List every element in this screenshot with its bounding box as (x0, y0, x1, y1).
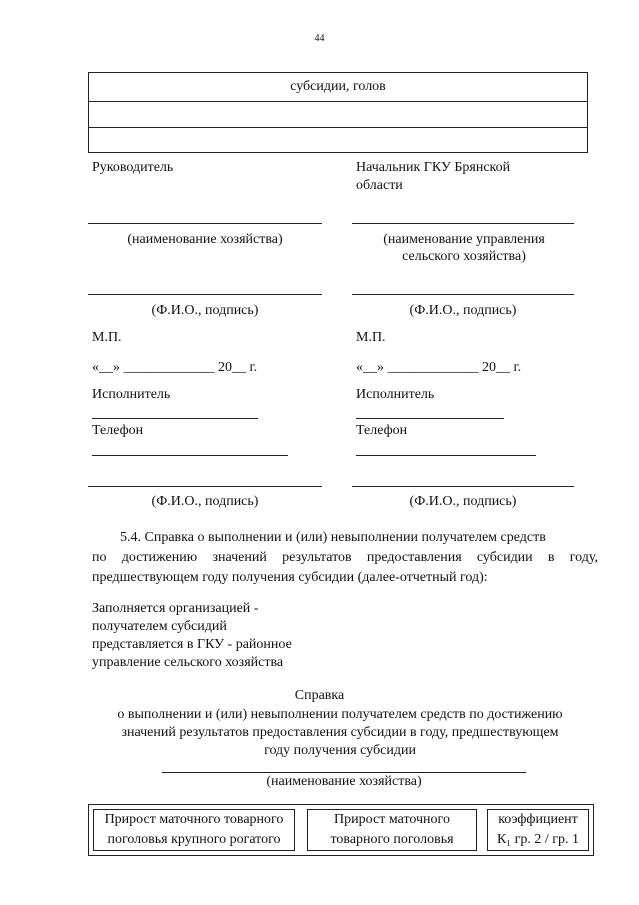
right-mp: М.П. (356, 330, 386, 345)
right-date-line: «__» _____________ 20__ г. (356, 360, 522, 375)
left-fio-line (88, 294, 322, 295)
indicator-col3-line2: К₁ гр. 2 / гр. 1 (496, 832, 580, 847)
right-phone-line (356, 455, 536, 456)
indicator-col2-line1: Прирост маточного (334, 812, 450, 827)
left-fio-caption: (Ф.И.О., подпись) (151, 303, 259, 318)
left-phone-line (92, 455, 288, 456)
right-heading-line1: Начальник ГКУ Брянской (356, 160, 511, 175)
section-line1: 5.4. Справка о выполнении и (или) невыполнении получателем средств (120, 530, 546, 545)
right-org-caption-line2: сельского хозяйства) (402, 249, 526, 264)
right-org-caption-line1: (наименование управления (383, 232, 545, 247)
right-fio-caption-2: (Ф.И.О., подпись) (409, 494, 517, 509)
certificate-line3: году получения субсидии (264, 743, 416, 758)
left-org-caption: (наименование хозяйства) (127, 232, 283, 247)
indicator-table (88, 804, 594, 856)
note-line4: управление сельского хозяйства (92, 655, 284, 670)
left-phone: Телефон (92, 423, 144, 438)
top-table-header: субсидии, голов (89, 73, 587, 102)
indicator-col1-header (93, 809, 295, 851)
certificate-org-line (162, 772, 526, 773)
left-fio-line-2 (88, 486, 322, 487)
right-fio-line (352, 294, 574, 295)
left-heading: Руководитель (92, 160, 174, 175)
indicator-col2-header (307, 809, 477, 851)
left-org-line (88, 223, 322, 224)
left-executor: Исполнитель (92, 387, 171, 402)
right-fio-caption: (Ф.И.О., подпись) (409, 303, 517, 318)
right-heading-line2: области (356, 178, 403, 193)
certificate-line2: значений результатов предоставления субсидии в году, предшествующем (121, 725, 559, 740)
left-date-line: «__» _____________ 20__ г. (92, 360, 258, 375)
left-fio-caption-2: (Ф.И.О., подпись) (151, 494, 259, 509)
indicator-col2-line2: товарного поголовья (330, 832, 454, 847)
right-executor-line (356, 418, 504, 419)
top-table (88, 72, 588, 153)
indicator-col1-line1: Прирост маточного товарного (104, 812, 284, 827)
left-executor-line (92, 418, 258, 419)
top-table-row (89, 101, 587, 128)
note-line1: Заполняется организацией - (92, 601, 259, 616)
right-fio-line-2 (352, 486, 574, 487)
note-line2: получателем субсидий (92, 619, 227, 634)
right-phone: Телефон (356, 423, 408, 438)
certificate-title: Справка (294, 688, 345, 703)
page-number: 44 (314, 33, 325, 44)
certificate-line1: о выполнении и (или) невыполнении получателем средств по достижению (117, 707, 563, 722)
certificate-org-caption: (наименование хозяйства) (266, 774, 422, 789)
right-executor: Исполнитель (356, 387, 435, 402)
left-mp: М.П. (92, 330, 122, 345)
note-line3: представляется в ГКУ - районное (92, 637, 292, 652)
right-org-line (352, 223, 574, 224)
section-line2: по достижению значений результатов предоставления субсидии в году, (92, 550, 598, 565)
indicator-col3-line1: коэффициент (498, 812, 578, 827)
indicator-col1-line2: поголовья крупного рогатого (107, 832, 281, 847)
section-line3: предшествующем году получения субсидии (далее-отчетный год): (92, 570, 488, 585)
indicator-col3-header (487, 809, 589, 851)
